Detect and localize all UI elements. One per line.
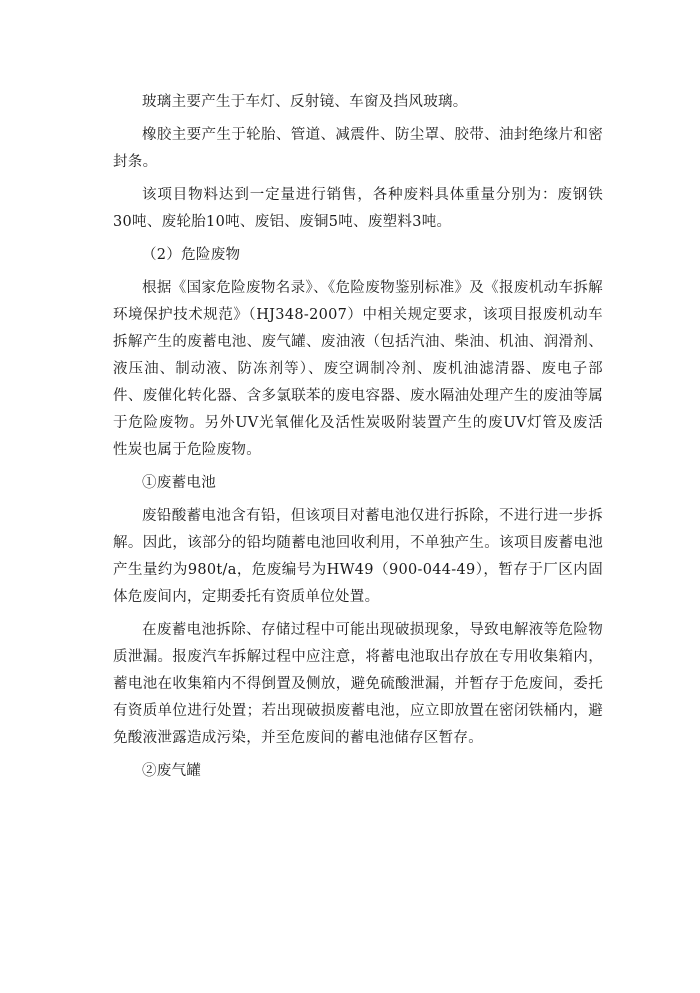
paragraph-glass: 玻璃主要产生于车灯、反射镜、车窗及挡风玻璃。 [142, 94, 468, 110]
paragraph-hazardous-waste: 根据《国家危险废物名录》、《危险废物鉴别标准》及《报废机动车拆解环境保护技术规范》（HJ348-2007）中相关规定要求，该项目报废机动车拆解产生的废蓄电池、废气罐、废油液（包括汽油、柴油、机油、润滑剂、液压油、制动液、防冻剂等）、废空调制冷剂、废机油滤清器、废电子部件、废催化转化器、含多氯联苯的废电容器、废水隔油处理产生的废油等属于危险废物。另外UV光氧催化及活性炭吸附装置产生的废UV灯管及废活性炭也属于危险废物。 [113, 280, 603, 458]
paragraph-battery-handling: 在废蓄电池拆除、存储过程中可能出现破损现象，导致电解液等危险物质泄漏。报废汽车拆解过程中应注意，将蓄电池取出存放在专用收集箱内，蓄电池在收集箱内不得倒置及侧放，避免硫酸泄漏，并暂存于危废间，委托有资质单位进行处置；若出现破损废蓄电池，应立即放置在密闭铁桶内，避免酸液泄露造成污染，并至危废间的蓄电池储存区暂存。 [113, 622, 603, 746]
paragraph-battery-lead: 废铅酸蓄电池含有铅，但该项目对蓄电池仅进行拆除，不进行进一步拆解。因此，该部分的铅均随蓄电池回收利用，不单独产生。该项目废蓄电池产生量约为980t/a，危废编号为HW49（900-044-49），暂存于厂区内固体危废间内，定期委托有资质单位处置。 [113, 508, 603, 605]
paragraph-rubber: 橡胶主要产生于轮胎、管道、减震件、防尘罩、胶带、油封绝缘片和密封条。 [113, 127, 603, 170]
subheading-waste-battery: ①废蓄电池 [142, 475, 216, 491]
section-heading-hazardous-waste: （2）危险废物 [142, 247, 241, 263]
document-body [113, 89, 603, 791]
paragraph-scrap-weights: 该项目物料达到一定量进行销售，各种废料具体重量分别为：废钢铁30吨、废轮胎10吨、废铝、废铜5吨、废塑料3吨。 [113, 187, 603, 230]
subheading-waste-gas-tank: ②废气罐 [142, 763, 202, 779]
